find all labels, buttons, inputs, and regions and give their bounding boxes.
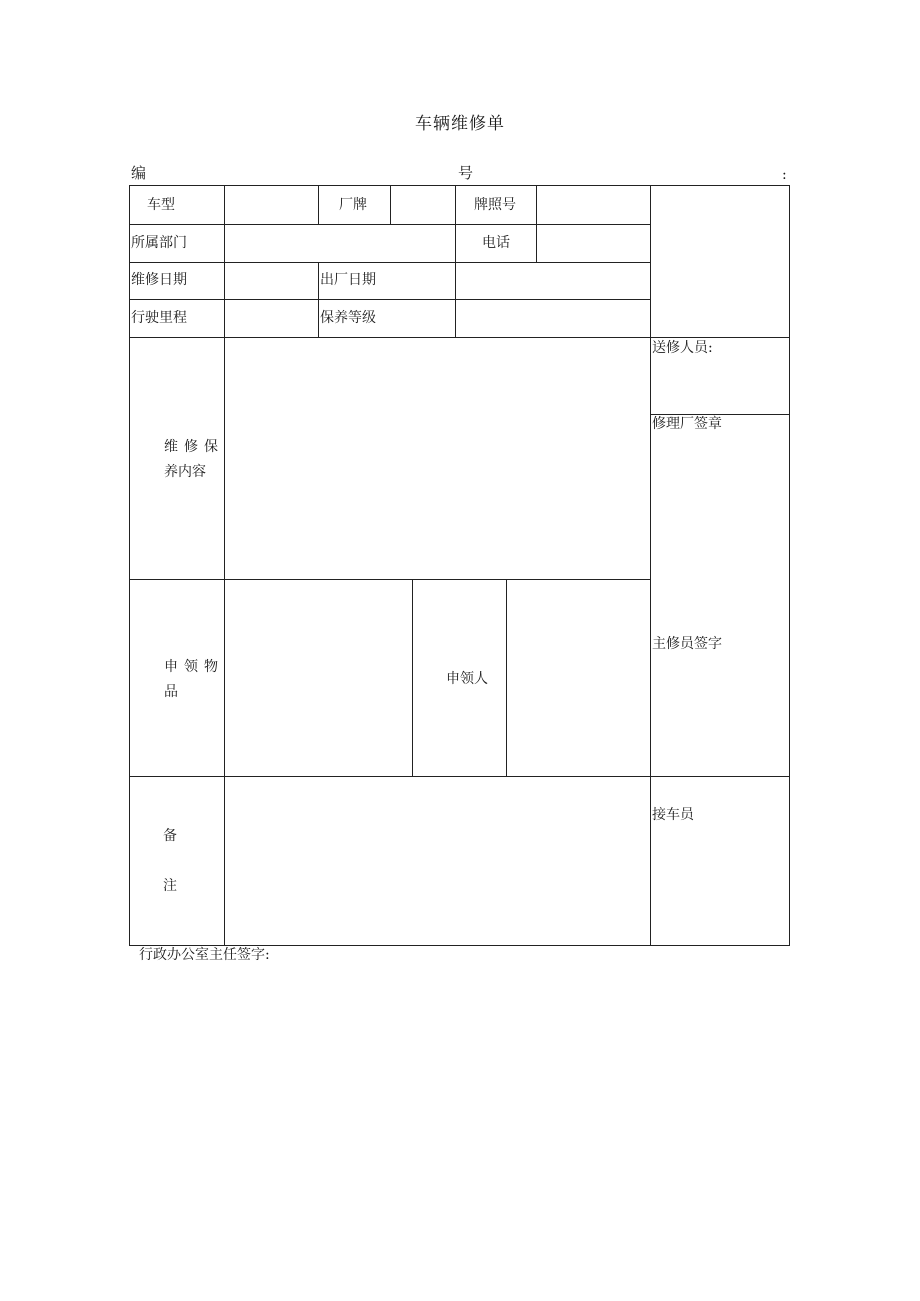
row-divider (129, 262, 650, 263)
label-repair-shop-seal: 修理厂签章 (652, 416, 722, 432)
column-divider (412, 579, 413, 777)
label-requisition-line2: 品 (164, 684, 178, 700)
label-repair-content-line2: 养内容 (164, 464, 206, 480)
column-divider (650, 185, 651, 946)
label-remarks-char1: 备 (163, 828, 177, 844)
column-divider (536, 185, 537, 263)
label-receiver: 接车员 (652, 807, 694, 823)
number-label-colon: : (782, 167, 787, 183)
row-divider (129, 337, 790, 338)
table-border-top (129, 185, 790, 186)
label-brand: 厂牌 (339, 197, 367, 213)
label-maintenance-level: 保养等级 (320, 310, 376, 326)
label-repair-date: 维修日期 (131, 272, 187, 288)
table-border-bottom (129, 945, 790, 946)
label-phone: 电话 (482, 235, 510, 251)
label-requester: 申领人 (446, 671, 488, 687)
label-department: 所属部门 (131, 235, 187, 251)
row-divider (129, 776, 790, 777)
label-remarks-char2: 注 (163, 878, 177, 894)
row-divider (129, 299, 650, 300)
row-divider (650, 414, 790, 415)
table-border-right (789, 185, 790, 946)
column-divider (390, 185, 391, 224)
label-requisition-line1: 申领物 (164, 659, 224, 675)
label-chief-mechanic: 主修员签字 (652, 636, 722, 652)
column-divider (506, 579, 507, 777)
office-director-signature-label: 行政办公室主任签字: (139, 947, 270, 963)
column-divider (318, 185, 319, 224)
column-divider (318, 262, 319, 338)
label-sender: 送修人员: (652, 340, 713, 356)
label-plate-number: 牌照号 (474, 197, 516, 213)
number-label-part2: 号 (458, 164, 474, 182)
label-repair-content-line1: 维修保 (164, 439, 224, 455)
number-label-part1: 编 (131, 164, 147, 182)
row-divider (129, 579, 650, 580)
row-divider (129, 224, 650, 225)
label-vehicle-type: 车型 (147, 197, 175, 213)
label-mileage: 行驶里程 (131, 310, 187, 326)
column-divider (224, 185, 225, 946)
page-title: 车辆维修单 (415, 114, 505, 134)
column-divider (455, 185, 456, 338)
label-release-date: 出厂日期 (320, 272, 376, 288)
